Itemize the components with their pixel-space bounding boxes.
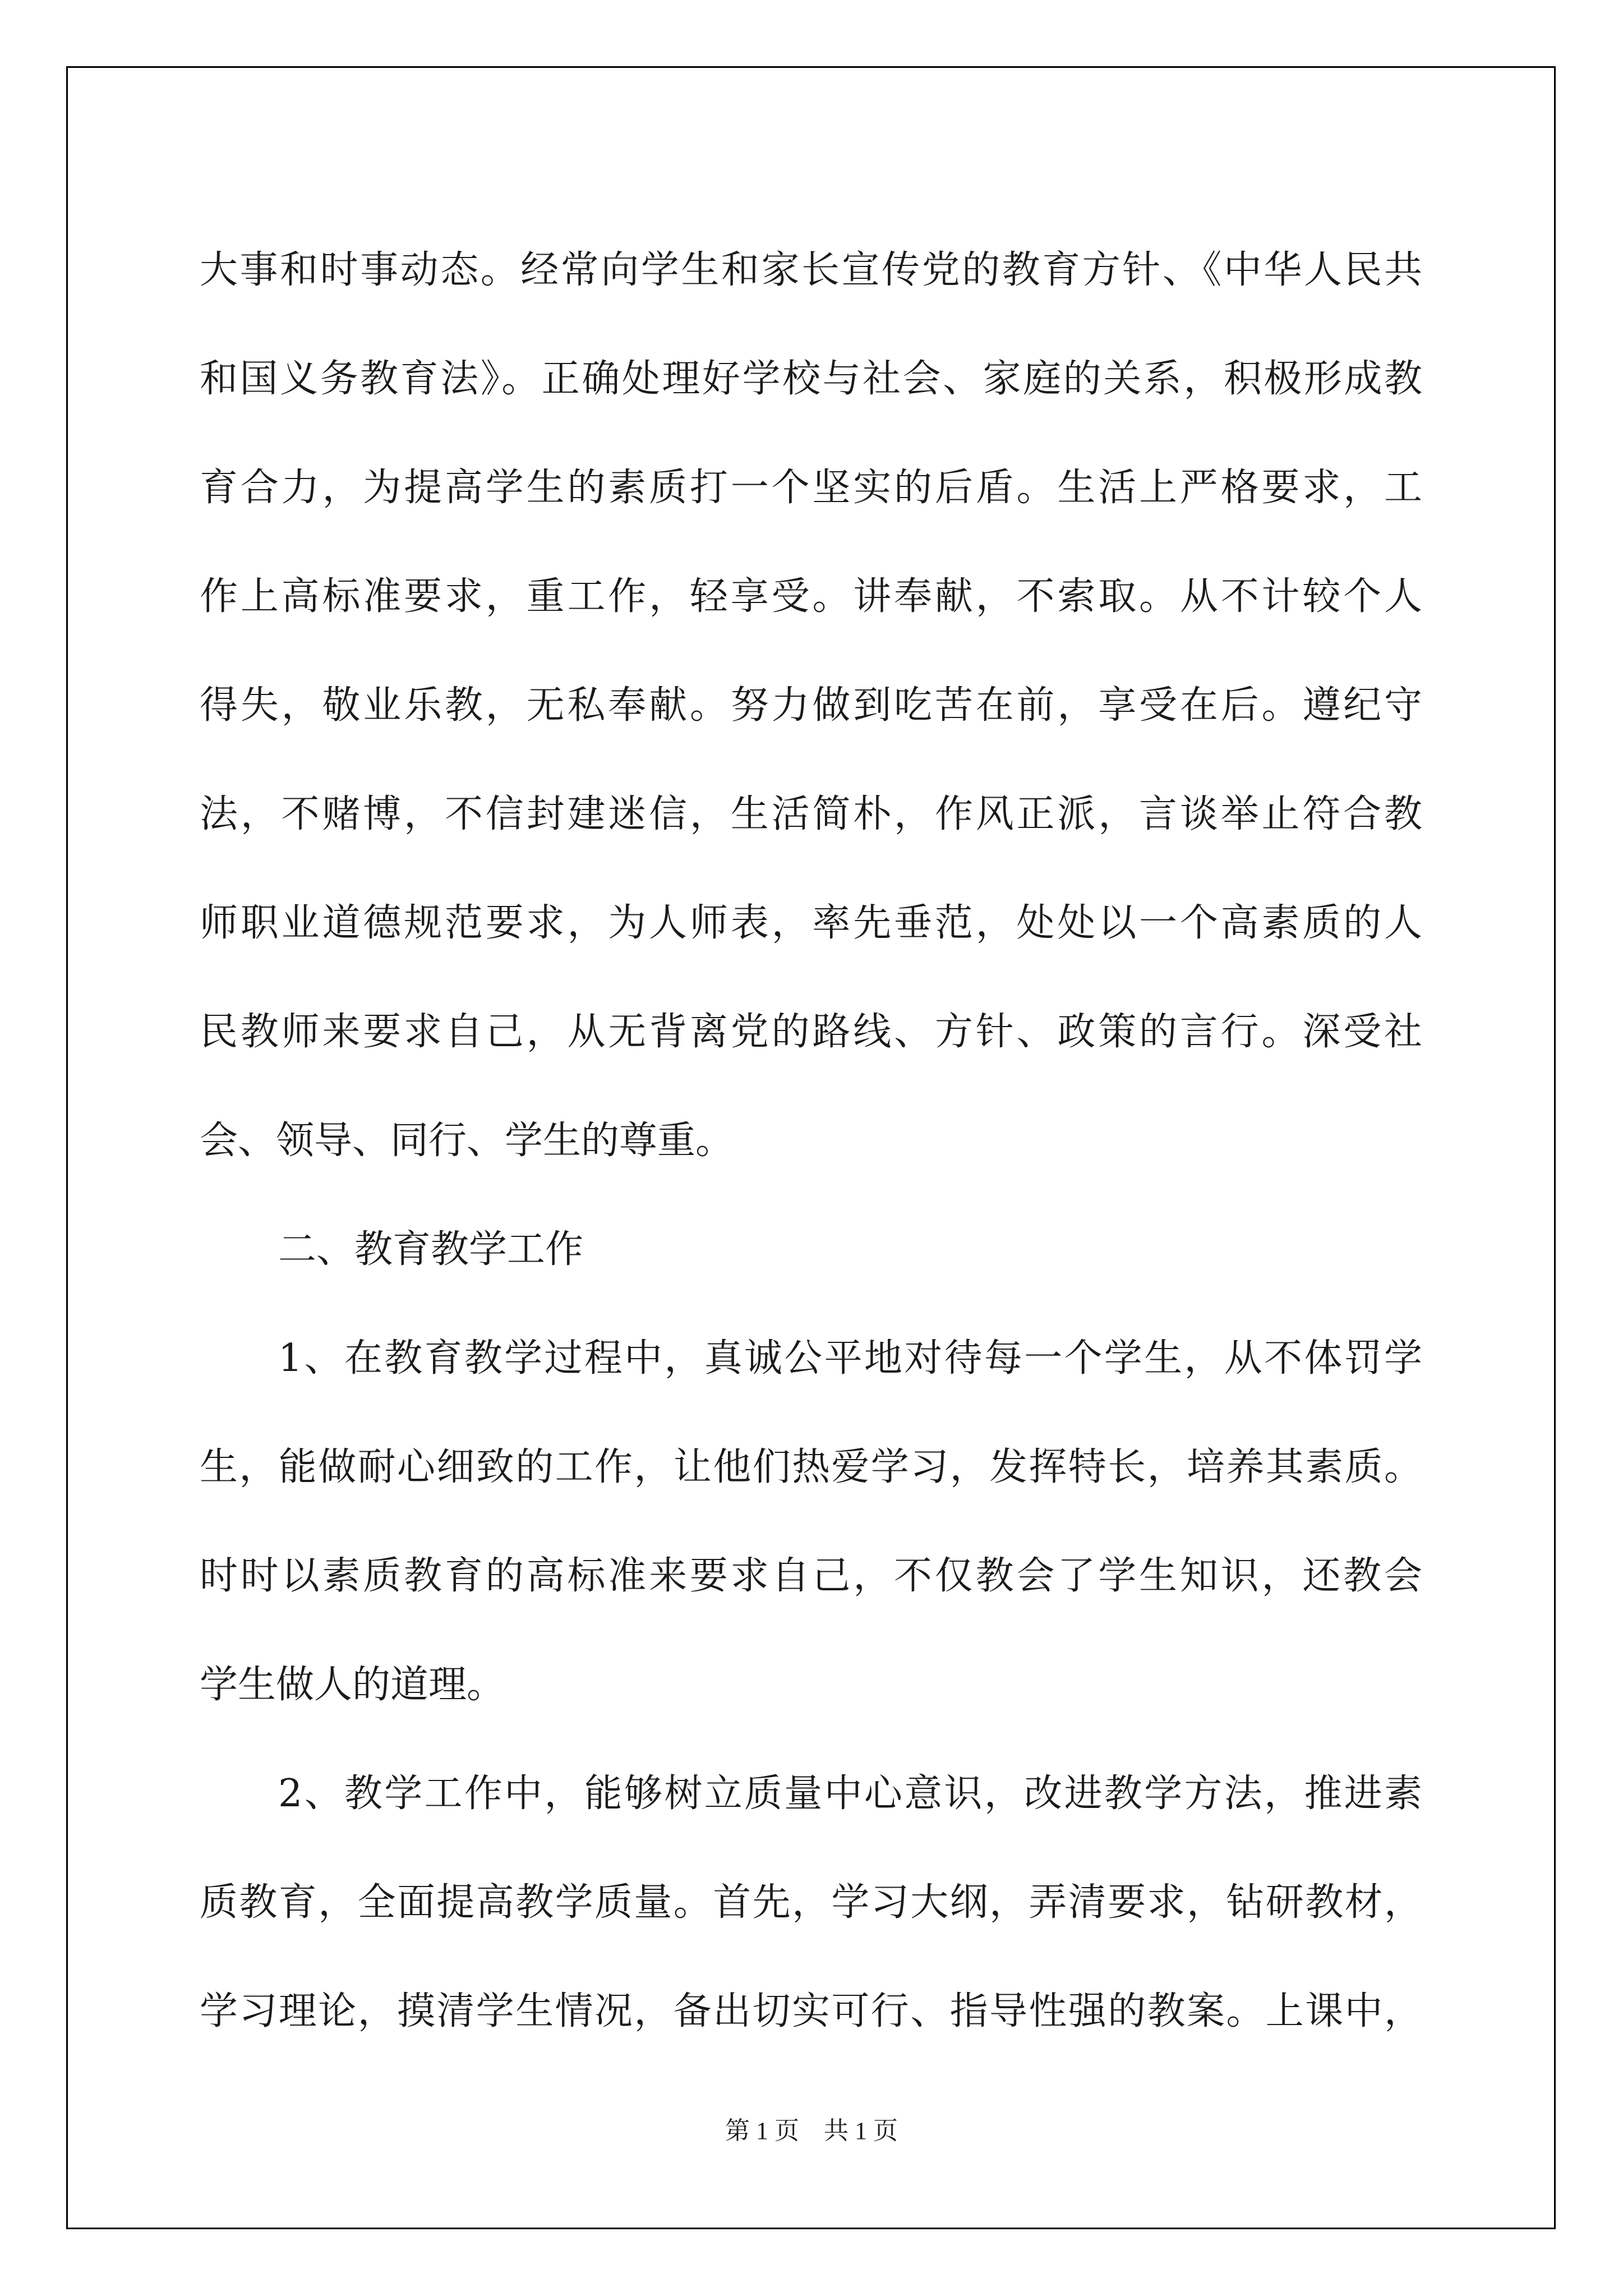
text-line: 学习理论，摸清学生情况，备出切实可行、指导性强的教案。上课中， xyxy=(200,1989,1422,2033)
text-line: 民教师来要求自己，从无背离党的路线、方针、政策的言行。深受社 xyxy=(200,1010,1422,1054)
text-line: 法，不赌博，不信封建迷信，生活简朴，作风正派，言谈举止符合教 xyxy=(200,792,1422,836)
text-line: 和国义务教育法》。正确处理好学校与社会、家庭的关系，积极形成教 xyxy=(200,357,1422,401)
text-line: 作上高标准要求，重工作，轻享受。讲奉献，不索取。从不计较个人 xyxy=(200,574,1422,619)
text-line: 1、在教育教学过程中，真诚公平地对待每一个学生，从不体罚学 xyxy=(278,1336,1422,1381)
page-footer: 第 1 页 共 1 页 xyxy=(725,2117,898,2145)
text-line: 学生做人的道理。 xyxy=(200,1663,505,1707)
section-heading: 二、教育教学工作 xyxy=(278,1227,584,1272)
text-line: 时时以素质教育的高标准来要求自己，不仅教会了学生知识，还教会 xyxy=(200,1554,1422,1598)
text-line: 育合力，为提高学生的素质打一个坚实的后盾。生活上严格要求，工 xyxy=(200,466,1422,510)
text-line: 2、教学工作中，能够树立质量中心意识，改进教学方法，推进素 xyxy=(278,1772,1422,1816)
text-line: 大事和时事动态。经常向学生和家长宣传党的教育方针、《中华人民共 xyxy=(200,248,1422,292)
text-line: 得失，敬业乐教，无私奉献。努力做到吃苦在前，享受在后。遵纪守 xyxy=(200,683,1422,728)
text-line: 生，能做耐心细致的工作，让他们热爱学习，发挥特长，培养其素质。 xyxy=(200,1445,1422,1489)
text-line: 会、领导、同行、学生的尊重。 xyxy=(200,1119,734,1163)
document-body xyxy=(200,216,1422,2066)
text-line: 质教育，全面提高教学质量。首先，学习大纲，弄清要求，钻研教材， xyxy=(200,1880,1422,1925)
text-line: 师职业道德规范要求，为人师表，率先垂范，处处以一个高素质的人 xyxy=(200,901,1422,945)
